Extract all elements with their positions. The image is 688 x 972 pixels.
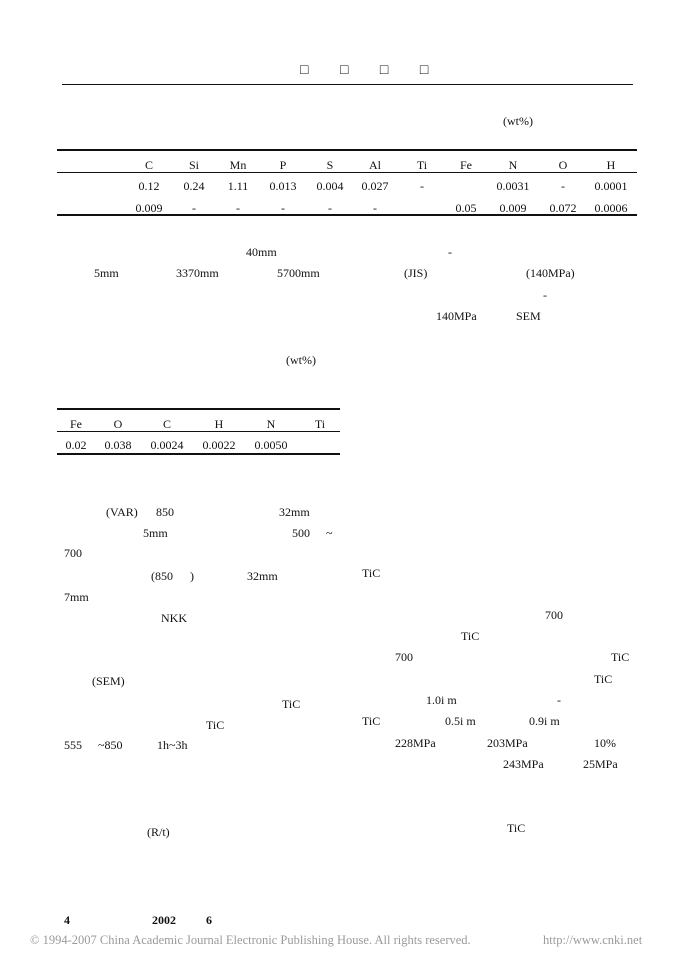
table1-col-header: Fe [460,158,472,172]
table2-col-header: Fe [70,417,82,431]
table2-col-header: Ti [314,417,326,431]
table1-cell: 0.24 [183,179,205,193]
table2-unit: (wt%) [286,353,316,367]
table2-col-header: N [266,417,276,431]
text-fragment: 850 [156,505,174,519]
table1-cell: - [373,201,377,215]
text-fragment: TiC [461,629,480,643]
table2-bottom-rule [57,453,340,455]
table1-cell: 0.0031 [496,179,530,193]
text-fragment: TiC [282,697,301,711]
copyright-text: © 1994-2007 China Academic Journal Electronic Publishing House. All rights reserved. [30,933,471,947]
text-fragment: TiC [362,714,381,728]
issue-number: 6 [206,913,212,927]
table2-col-header: H [214,417,224,431]
table2-cell: 0.0050 [254,438,288,452]
table2-col-header: C [162,417,171,431]
table1-cell: 0.0001 [594,179,628,193]
table1-cell: 0.009 [499,201,527,215]
page-header-title: □ □ □ □ [300,63,443,78]
table1-cell: - [328,201,332,215]
table1-col-header: Mn [229,158,247,172]
page-number: 4 [64,913,70,927]
text-fragment: ~850 [98,738,123,752]
text-fragment: 243MPa [503,757,544,771]
text-fragment: 203MPa [487,736,528,750]
table1-cell: 0.072 [549,201,577,215]
text-fragment: TiC [611,650,630,664]
table2-cell: 0.0024 [150,438,184,452]
table1-top-rule [57,149,637,151]
text-fragment: 3370mm [176,266,219,280]
text-fragment: 1.0i m [426,693,457,707]
table2-header-rule [57,431,340,432]
text-fragment: 7mm [64,590,89,604]
text-fragment: TiC [507,821,526,835]
table2-top-rule [57,408,340,410]
text-fragment: ) [190,569,194,583]
text-fragment: 5mm [143,526,168,540]
table1-col-header: Si [188,158,199,172]
table1-header-rule [57,172,637,173]
table1-cell: - [561,179,565,193]
table1-col-header: O [558,158,568,172]
table2-cell: 0.0022 [202,438,236,452]
text-fragment: 32mm [247,569,278,583]
table1-cell: 0.027 [361,179,389,193]
header-rule [62,84,633,85]
text-fragment: 40mm [246,245,277,259]
table1-unit: (wt%) [503,114,533,128]
table2-cell: 0.02 [65,438,87,452]
table1-cell: - [236,201,240,215]
text-fragment: 10% [594,736,616,750]
text-fragment: (SEM) [92,674,125,688]
text-fragment: 700 [545,608,563,622]
table1-col-header: Ti [416,158,428,172]
text-fragment: 140MPa [436,309,477,323]
text-fragment: 25MPa [583,757,618,771]
table1-cell: 0.004 [316,179,344,193]
text-fragment: 5700mm [277,266,320,280]
text-fragment: 700 [64,546,82,560]
table1-col-header: Al [369,158,381,172]
table1-col-header: C [144,158,153,172]
table2-col-header: O [113,417,123,431]
text-fragment: 555 [64,738,82,752]
table1-cell: - [420,179,424,193]
text-fragment: 1h~3h [157,738,188,752]
text-fragment: ~ [326,526,333,540]
table1-cell: 1.11 [227,179,249,193]
text-fragment: (140MPa) [526,266,575,280]
text-fragment: (R/t) [147,825,170,839]
table1-col-header: N [508,158,518,172]
table1-cell: - [281,201,285,215]
text-fragment: NKK [161,611,187,625]
text-fragment: 0.9i m [529,714,560,728]
table1-col-header: H [606,158,616,172]
text-fragment: TiC [594,672,613,686]
text-fragment: (850 [151,569,173,583]
table1-cell: 0.12 [138,179,160,193]
table1-col-header: S [326,158,334,172]
table1-cell: 0.05 [455,201,477,215]
text-fragment: - [543,288,547,302]
text-fragment: SEM [516,309,541,323]
issue-year: 2002 [152,913,176,927]
text-fragment: 32mm [279,505,310,519]
text-fragment: 700 [395,650,413,664]
text-fragment: 228MPa [395,736,436,750]
text-fragment: TiC [206,718,225,732]
text-fragment: - [557,693,561,707]
text-fragment: TiC [362,566,381,580]
text-fragment: (VAR) [106,505,138,519]
text-fragment: 5mm [94,266,119,280]
table1-col-header: P [279,158,287,172]
text-fragment: 500 [292,526,310,540]
table1-cell: - [192,201,196,215]
table2-cell: 0.038 [104,438,132,452]
text-fragment: - [448,245,452,259]
text-fragment: (JIS) [404,266,428,280]
table1-cell: 0.009 [135,201,163,215]
table1-cell: 0.013 [269,179,297,193]
table1-cell: 0.0006 [594,201,628,215]
cnki-link[interactable]: http://www.cnki.net [543,933,643,947]
text-fragment: 0.5i m [445,714,476,728]
